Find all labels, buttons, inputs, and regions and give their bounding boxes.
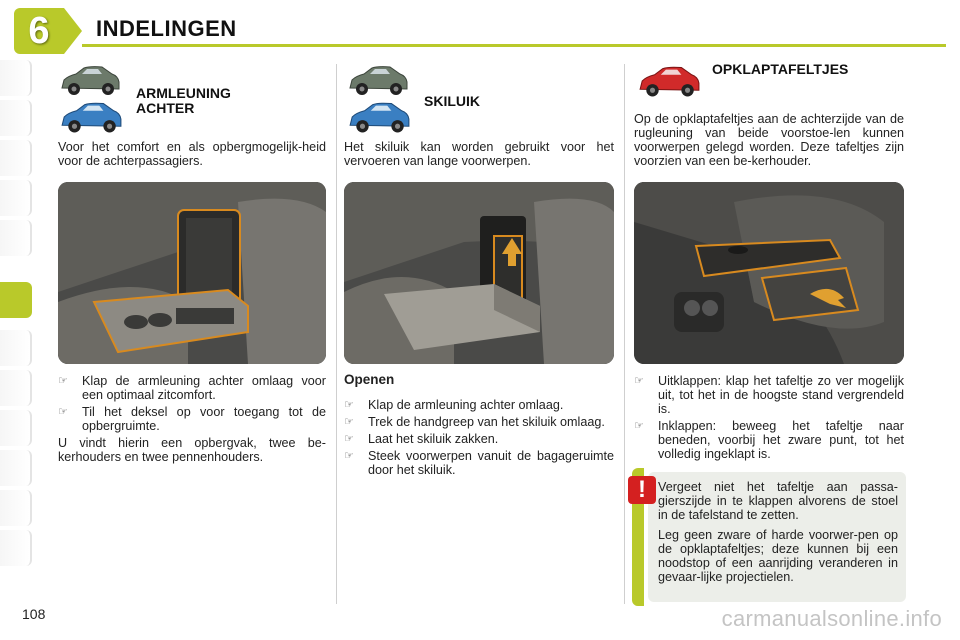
- chapter-tab[interactable]: [0, 100, 32, 136]
- list-item-text: Klap de armleuning achter omlaag voor een optimaal zitcomfort.: [82, 374, 326, 402]
- column-divider: [336, 64, 337, 604]
- chapter-tab[interactable]: [0, 180, 32, 216]
- list-item-text: Til het deksel op voor toegang tot de opbergruimte.: [82, 405, 326, 433]
- list-item: [344, 432, 614, 446]
- chapter-tab-active[interactable]: [0, 282, 32, 318]
- car-icon-blue: [58, 100, 124, 136]
- chapter-tab[interactable]: [0, 530, 32, 566]
- car-icon-grey: [58, 64, 122, 98]
- pointing-hand-icon: ☞: [634, 420, 644, 432]
- tables-steps: [634, 374, 904, 464]
- column-divider: [624, 64, 625, 604]
- tables-intro: Op de opklaptafeltjes aan de achterzijde van de rugleuning van beide voorstoe-len kunnen voorwerpen gelegd worden. Deze tafeltjes zijn voorzien van een be-kerhouder.: [634, 112, 904, 168]
- armrest-photo: [58, 182, 326, 364]
- chapter-tab[interactable]: [0, 220, 32, 256]
- chapter-tab[interactable]: [0, 140, 32, 176]
- watermark: carmanualsonline.info: [721, 606, 942, 631]
- warning-icon: !: [628, 476, 656, 504]
- chapter-tab[interactable]: [0, 330, 32, 366]
- chapter-tabs: [0, 60, 34, 580]
- pointing-hand-icon: ☞: [344, 450, 354, 462]
- header-rule: [82, 44, 946, 47]
- list-item: [344, 415, 614, 429]
- chapter-tab[interactable]: [0, 450, 32, 486]
- warning-text: [658, 480, 898, 584]
- chapter-number: 6: [28, 10, 50, 52]
- armrest-footer: U vindt hierin een opbergvak, twee be-kerhouders en twee pennenhouders.: [58, 436, 326, 464]
- list-item-text: Steek voorwerpen vanuit de bagageruimte door het skiluik.: [368, 449, 614, 477]
- warning-paragraph: Vergeet niet het tafeltje aan passa-gierszijde in te klappen alvorens de stoel in de tafelstand te zetten.: [658, 480, 898, 522]
- openen-heading: Openen: [344, 372, 395, 387]
- armrest-intro: Voor het comfort en als opbergmogelijk-heid voor de achterpassagiers.: [58, 140, 326, 168]
- section-heading-armrest: ARMLEUNING ACHTER: [136, 85, 231, 116]
- armrest-steps: [58, 374, 326, 464]
- chapter-tab[interactable]: [0, 490, 32, 526]
- list-item: [344, 398, 614, 412]
- list-item: [58, 405, 326, 433]
- list-item: [634, 374, 904, 416]
- chapter-badge-tip: [64, 8, 82, 54]
- page-title: INDELINGEN: [96, 16, 237, 41]
- car-icon-red: [636, 64, 702, 100]
- pointing-hand-icon: ☞: [344, 399, 354, 411]
- pointing-hand-icon: ☞: [58, 406, 68, 418]
- section-heading-skiluik: SKILUIK: [424, 93, 480, 109]
- list-item-text: Laat het skiluik zakken.: [368, 432, 499, 446]
- chapter-tab[interactable]: [0, 370, 32, 406]
- section-heading-tables: OPKLAPTAFELTJES: [712, 61, 849, 77]
- list-item-text: Klap de armleuning achter omlaag.: [368, 398, 564, 412]
- list-item: [344, 449, 614, 477]
- list-item-text: Inklappen: beweeg het tafeltje naar beneden, voorbij het zware punt, tot het volledig ingeklapt is.: [658, 419, 904, 461]
- car-icon-grey: [346, 64, 410, 98]
- page-number: 108: [22, 606, 46, 622]
- pointing-hand-icon: ☞: [634, 375, 644, 387]
- pointing-hand-icon: ☞: [58, 375, 68, 387]
- pointing-hand-icon: ☞: [344, 433, 354, 445]
- list-item: [58, 374, 326, 402]
- skiluik-photo: [344, 182, 614, 364]
- list-item-text: Uitklappen: klap het tafeltje zo ver mogelijk uit, tot het in de hoogste stand vergrendeld is.: [658, 374, 904, 416]
- skiluik-steps: [344, 398, 614, 480]
- warning-paragraph: Leg geen zware of harde voorwer-pen op de opklaptafeltjes; deze kunnen bij een noodstop of een aanrijding veranderen in gevaar-lijke projectielen.: [658, 528, 898, 584]
- list-item-text: Trek de handgreep van het skiluik omlaag.: [368, 415, 605, 429]
- car-icon-blue: [346, 100, 412, 136]
- pointing-hand-icon: ☞: [344, 416, 354, 428]
- chapter-tab[interactable]: [0, 410, 32, 446]
- warning-box: [648, 472, 906, 602]
- tables-photo: [634, 182, 904, 364]
- skiluik-intro: Het skiluik kan worden gebruikt voor het vervoeren van lange voorwerpen.: [344, 140, 614, 168]
- chapter-tab[interactable]: [0, 60, 32, 96]
- list-item: [634, 419, 904, 461]
